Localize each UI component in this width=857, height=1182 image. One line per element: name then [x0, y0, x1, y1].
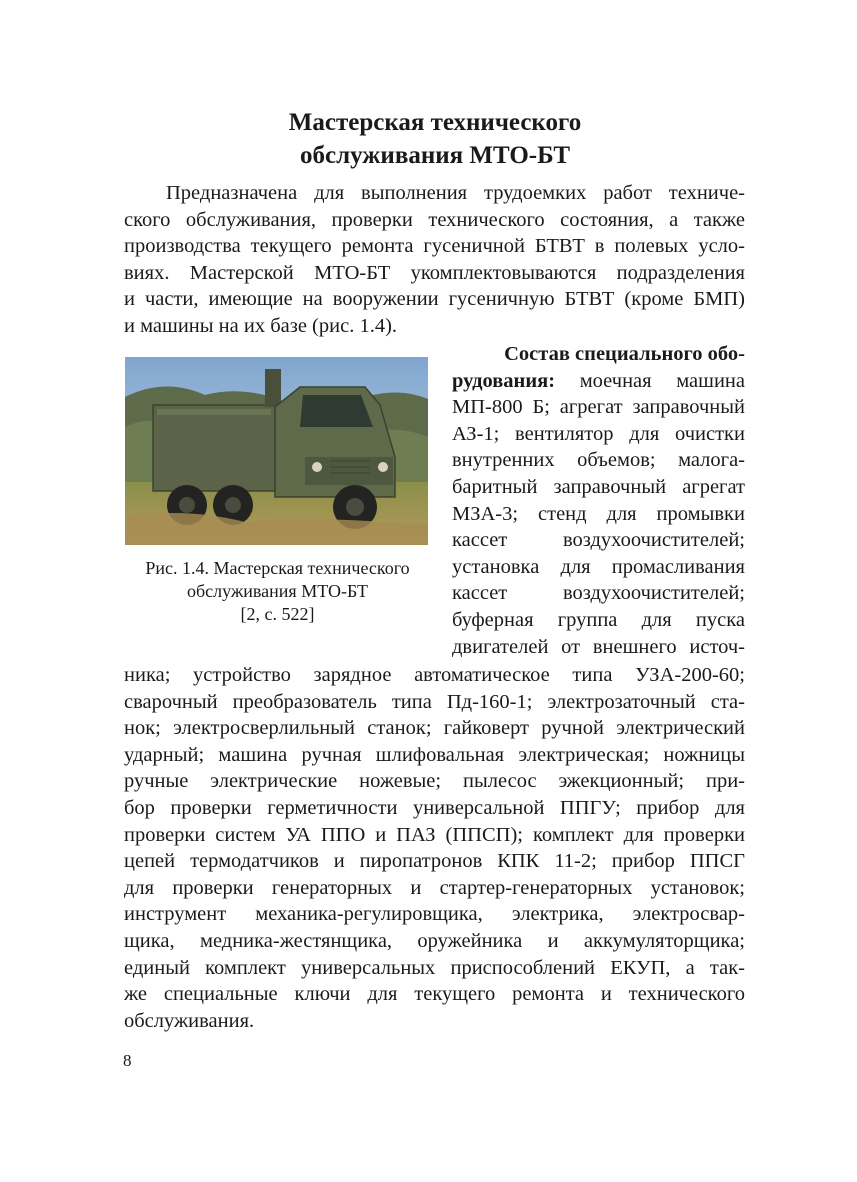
- text-line: кассет воздухоочистителей;: [452, 582, 745, 605]
- text-line: внутренних объемов; малога-: [452, 449, 745, 472]
- text-line: для проверки генераторных и стартер-генераторных установок;: [124, 876, 745, 899]
- text-line: МП-800 Б; агрегат заправочный: [452, 396, 745, 419]
- text-line: [452, 368, 745, 395]
- equipment-paragraph-top: [452, 341, 745, 660]
- figure-caption: [120, 557, 435, 626]
- text-line: производства текущего ремонта гусеничной БТВТ в полевых усло-: [124, 235, 745, 258]
- figure-photo-truck: [125, 357, 428, 545]
- text-line: кассет воздухоочистителей;: [452, 529, 745, 552]
- equipment-heading-end: рудования:: [452, 369, 556, 392]
- text-fragment: моечная машина: [555, 369, 745, 392]
- caption-line-2: обслуживания МТО-БТ: [186, 581, 369, 601]
- title-line-1: Мастерская технического: [288, 109, 582, 136]
- text-line: инструмент механика-регулировщика, электрика, электросвар-: [124, 903, 745, 926]
- text-line: МЗА-3; стенд для промывки: [452, 502, 745, 525]
- text-line: единый комплект универсальных приспособлений ЕКУП, а так-: [124, 956, 745, 979]
- caption-line-3: [2, с. 522]: [240, 604, 315, 624]
- caption-line-1: Рис. 1.4. Мастерская технического: [145, 558, 410, 578]
- text-line: установка для промасливания: [452, 555, 745, 578]
- text-line: и машины на их базе (рис. 1.4).: [124, 314, 398, 337]
- text-line: ручные электрические ножевые; пылесос эжекционный; при-: [124, 770, 745, 793]
- text-line: баритный заправочный агрегат: [452, 475, 745, 498]
- text-line: двигателей от внешнего источ-: [452, 635, 745, 658]
- equipment-heading: Состав специального обо-: [504, 343, 745, 365]
- text-line: ударный; машина ручная шлифовальная электрическая; ножницы: [124, 743, 745, 766]
- intro-paragraph: [124, 180, 745, 340]
- text-line: Предназначена для выполнения трудоемких работ техниче-: [166, 182, 745, 204]
- text-line: буферная группа для пуска: [452, 608, 745, 631]
- text-line: АЗ-1; вентилятор для очистки: [452, 422, 745, 445]
- equipment-paragraph-bottom: [124, 662, 745, 1034]
- text-line: проверки систем УА ППО и ПАЗ (ППСП); комплект для проверки: [124, 823, 745, 846]
- text-line: ника; устройство зарядное автоматическое типа УЗА-200-60;: [124, 664, 745, 686]
- text-line: сварочный преобразователь типа Пд-160-1; электрозаточный ста-: [124, 690, 745, 713]
- text-line: и части, имеющие на вооружении гусеничную БТВТ (кроме БМП): [124, 288, 745, 311]
- text-line: щика, медника-жестянщика, оружейника и аккумуляторщика;: [124, 929, 745, 952]
- text-line: ского обслуживания, проверки технического состояния, а также: [124, 208, 745, 231]
- section-title: [120, 106, 750, 172]
- text-line: обслуживания.: [124, 1009, 255, 1032]
- page-number: 8: [123, 1051, 132, 1070]
- title-line-2: обслуживания МТО-БТ: [300, 142, 570, 169]
- text-line: бор проверки герметичности универсальной ППГУ; прибор для: [124, 796, 745, 819]
- text-line: цепей термодатчиков и пиропатронов КПК 11-2; прибор ППСГ: [124, 850, 745, 873]
- text-line: виях. Мастерской МТО-БТ укомплектовываются подразделения: [124, 261, 745, 284]
- text-line: нок; электросверлильный станок; гайковерт ручной электрический: [124, 717, 745, 740]
- text-line: же специальные ключи для текущего ремонта и технического: [124, 983, 745, 1006]
